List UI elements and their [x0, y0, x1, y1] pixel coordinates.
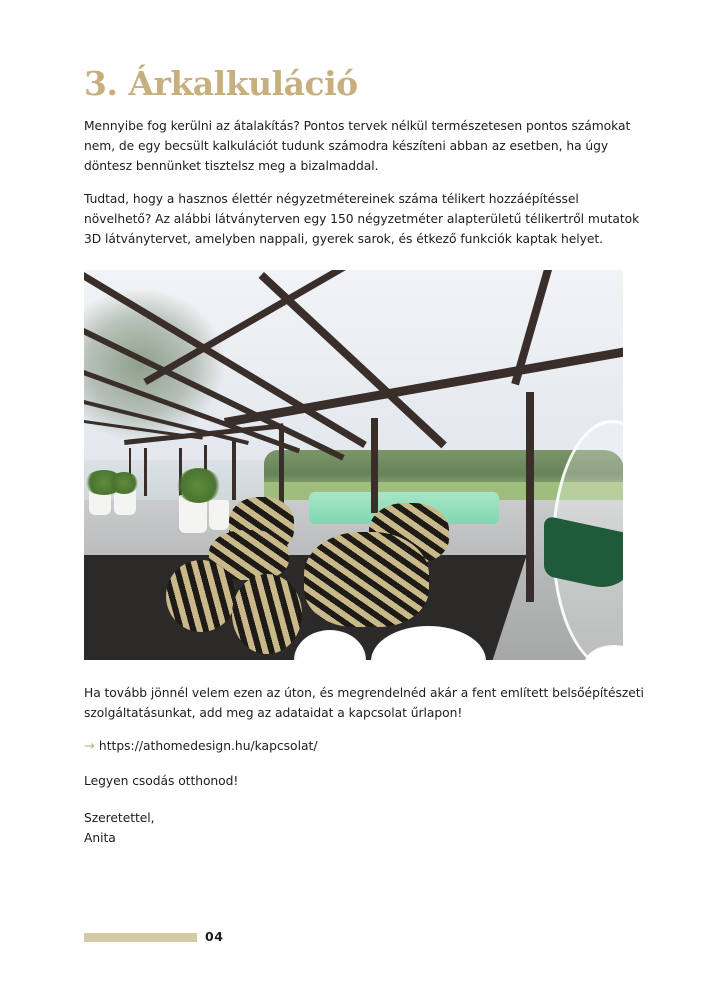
text-line: Tudtad, hogy a hasznos élettér négyzetmétereinek száma télikert hozzáépítéssel [84, 192, 579, 206]
sunroom-paragraph [84, 189, 640, 249]
signoff [84, 808, 629, 848]
text-line: döntesz bennünket tisztelsz meg a bizalmaddal. [84, 159, 379, 173]
planter [209, 500, 229, 530]
contact-paragraph [84, 683, 644, 723]
text-line: növelhető? Az alábbi látványterven egy 150 négyzetméter alapterületű télikertről mutatok [84, 212, 640, 226]
page-number: 04 [205, 929, 224, 944]
contact-link-row [84, 736, 318, 757]
window-post [279, 430, 284, 505]
window-post [232, 440, 236, 500]
window-post [526, 392, 534, 602]
closing-line [84, 771, 629, 791]
window-post [144, 448, 147, 496]
contact-link[interactable]: https://athomedesign.hu/kapcsolat/ [98, 739, 318, 753]
sunroom-render-image [84, 270, 623, 660]
plant [176, 468, 221, 503]
text-line: 3D látványtervet, amelyben nappali, gyerek sarok, és étkező funkciók kaptak helyet. [84, 232, 603, 246]
text-line: Mennyibe fog kerülni az átalakítás? Pontos tervek nélkül természetesen pontos számokat [84, 119, 631, 133]
intro-paragraph [84, 116, 629, 176]
arrow-right-icon: → [84, 739, 95, 754]
plant [109, 472, 139, 494]
striped-pouf [166, 560, 236, 632]
window-post [371, 418, 378, 513]
signoff-greeting: Szeretettel, [84, 811, 155, 825]
text-line: szolgáltatásunkat, add meg az adataidat a kapcsolat űrlapon! [84, 706, 463, 720]
striped-pouf [232, 574, 302, 654]
text-line: Ha tovább jönnél velem ezen az úton, és megrendelnéd akár a fent említett belsőépítészeti [84, 686, 644, 700]
text-line: nem, de egy becsült kalkulációt tudunk számodra készíteni abban az esetben, ha úgy [84, 139, 609, 153]
closing-text: Legyen csodás otthonod! [84, 774, 239, 788]
footer-accent-bar [84, 933, 197, 942]
signoff-name: Anita [84, 831, 116, 845]
page-title: 3. Árkalkuláció [84, 64, 358, 103]
striped-armchair [304, 532, 429, 627]
